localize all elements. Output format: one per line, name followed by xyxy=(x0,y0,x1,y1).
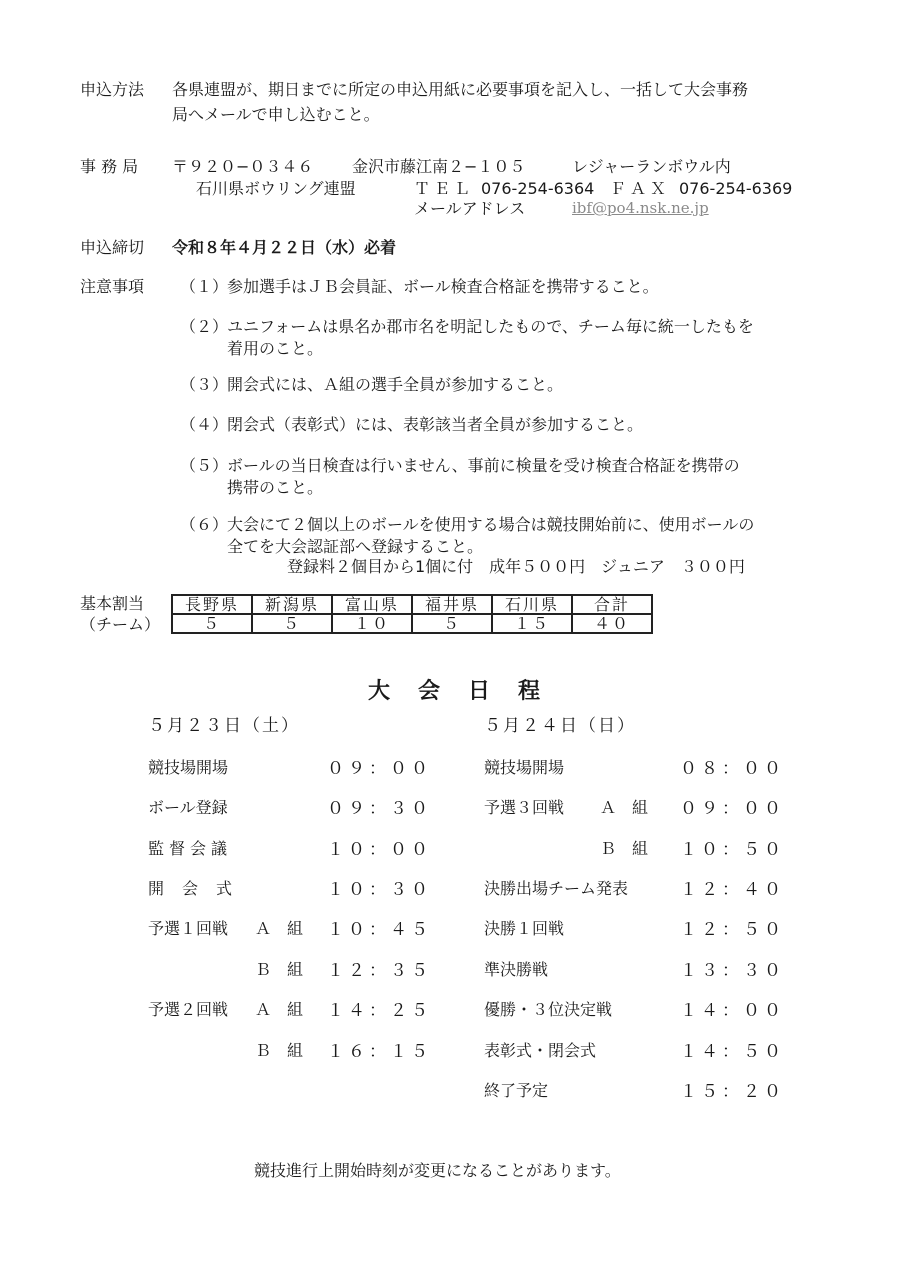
day2-event: 準決勝戦 xyxy=(484,960,549,979)
office-venue: レジャーランボウル内 xyxy=(572,157,731,176)
note-text-cont: 着用のこと。 xyxy=(227,339,324,358)
office-mail-label: メールアドレス xyxy=(414,199,526,218)
day1-event: ボール登録 xyxy=(148,798,228,817)
note-number: （１） xyxy=(180,277,229,296)
day2-event: 表彰式・閉会式 xyxy=(484,1041,597,1060)
day1-group: Ｂ 組 xyxy=(255,1041,304,1060)
day1-event: 競技場開場 xyxy=(148,758,229,777)
day1-time: １０：００ xyxy=(327,840,432,860)
office-mail-link[interactable]: ibf@po4.nsk.ne.jp xyxy=(572,199,709,217)
allocation-value-row xyxy=(172,614,652,633)
allocation-value-cell: ５ xyxy=(412,614,492,633)
day2-time: １４：５０ xyxy=(680,1042,785,1062)
note-text: ユニフォームは県名か郡市名を明記したもので、チーム毎に統一したもを xyxy=(227,317,754,336)
day2-event: 決勝出場チーム発表 xyxy=(484,879,629,898)
day1-group: Ａ 組 xyxy=(255,1000,304,1019)
allocation-header-cell: 新潟県 xyxy=(252,595,332,614)
day2-event: 競技場開場 xyxy=(484,758,565,777)
day1-event: 開会式 xyxy=(148,879,251,898)
schedule-footer-note: 競技進行上開始時刻が変更になることがあります。 xyxy=(254,1161,621,1180)
day1-event: 予選２回戦 xyxy=(148,1000,229,1019)
office-label: 事 務 局 xyxy=(80,157,139,176)
day1-event: 監督会議 xyxy=(148,839,233,858)
registration-fee: 登録料２個目から1個に付 成年５００円 ジュニア ３００円 xyxy=(287,557,745,576)
allocation-value-cell: ５ xyxy=(172,614,252,633)
deadline-value: 令和８年４月２２日（水）必着 xyxy=(172,238,397,257)
note-number: （２） xyxy=(180,317,229,336)
application-text-line2: 局へメールで申し込むこと。 xyxy=(172,105,380,124)
allocation-unit-label: （チーム） xyxy=(80,615,161,634)
day1-event: 予選１回戦 xyxy=(148,919,229,938)
schedule-title: 大会日程 xyxy=(368,679,569,704)
note-number: （６） xyxy=(180,515,229,534)
note-text: 大会にて２個以上のボールを使用する場合は競技開始前に、使用ボールの xyxy=(227,515,755,534)
day2-time: ０９：００ xyxy=(680,799,785,819)
day2-group: Ａ 組 xyxy=(600,798,649,817)
day2-time: １５：２０ xyxy=(680,1082,785,1102)
allocation-value-cell: １０ xyxy=(332,614,412,633)
application-text-line1: 各県連盟が、期日までに所定の申込用紙に必要事項を記入し、一括して大会事務 xyxy=(172,80,749,99)
allocation-header-cell: 合計 xyxy=(572,595,652,614)
day1-time: １６：１５ xyxy=(327,1042,432,1062)
allocation-value-cell: １５ xyxy=(492,614,572,633)
note-text: 開会式には、Ａ組の選手全員が参加すること。 xyxy=(227,375,564,394)
day2-time: １２：５０ xyxy=(680,920,785,940)
allocation-value-cell: ４０ xyxy=(572,614,652,633)
allocation-header-cell: 長野県 xyxy=(172,595,252,614)
day2-time: ０８：００ xyxy=(680,759,785,779)
note-text: ボールの当日検査は行いません、事前に検量を受け検査合格証を携帯の xyxy=(227,456,740,475)
deadline-label: 申込締切 xyxy=(80,238,145,257)
day1-time: １０：３０ xyxy=(327,880,432,900)
day2-time: １３：３０ xyxy=(680,961,785,981)
office-fax: 076-254-6369 xyxy=(679,179,793,198)
allocation-header-cell: 福井県 xyxy=(412,595,492,614)
note-number: （３） xyxy=(180,375,229,394)
day1-time: １０：４５ xyxy=(327,920,432,940)
allocation-table xyxy=(171,594,653,634)
day1-time: ０９：００ xyxy=(327,759,432,779)
allocation-label: 基本割当 xyxy=(80,594,145,613)
day2-time: １０：５０ xyxy=(680,840,785,860)
application-label: 申込方法 xyxy=(80,80,145,99)
office-org: 石川県ボウリング連盟 xyxy=(196,179,356,198)
note-text: 参加選手はＪＢ会員証、ボール検査合格証を携帯すること。 xyxy=(227,277,659,296)
day1-group: Ｂ 組 xyxy=(255,960,304,979)
day1-date: ５月２３日（土） xyxy=(148,716,300,736)
day1-time: １２：３５ xyxy=(327,961,432,981)
allocation-header-cell: 石川県 xyxy=(492,595,572,614)
day2-event: 優勝・３位決定戦 xyxy=(484,1000,613,1019)
office-fax-label: ＦＡＸ xyxy=(610,179,671,198)
note-text: 閉会式（表彰式）には、表彰該当者全員が参加すること。 xyxy=(227,415,644,434)
day1-time: １４：２５ xyxy=(327,1001,432,1021)
day2-event: 決勝１回戦 xyxy=(484,919,565,938)
note-number: （４） xyxy=(180,415,229,434)
day2-date: ５月２４日（日） xyxy=(484,716,636,736)
day2-event: 予選３回戦 xyxy=(484,798,565,817)
note-text-cont: 携帯のこと。 xyxy=(227,478,324,497)
day1-group: Ａ 組 xyxy=(255,919,304,938)
day1-time: ０９：３０ xyxy=(327,799,432,819)
day2-time: １４：００ xyxy=(680,1001,785,1021)
day2-group: Ｂ 組 xyxy=(600,839,649,858)
office-tel: 076-254-6364 xyxy=(481,179,595,198)
notes-label: 注意事項 xyxy=(80,277,145,296)
office-tel-label: ＴＥＬ xyxy=(414,179,475,198)
allocation-header-cell: 富山県 xyxy=(332,595,412,614)
day2-time: １２：４０ xyxy=(680,880,785,900)
note-text-cont: 全てを大会認証部へ登録すること。 xyxy=(227,537,484,556)
note-number: （５） xyxy=(180,456,229,475)
office-postal: 〒９２０−０３４６ xyxy=(172,157,314,176)
office-address: 金沢市藤江南２−１０５ xyxy=(352,157,526,176)
allocation-header-row xyxy=(172,595,652,614)
allocation-value-cell: ５ xyxy=(252,614,332,633)
day2-event: 終了予定 xyxy=(484,1081,549,1100)
